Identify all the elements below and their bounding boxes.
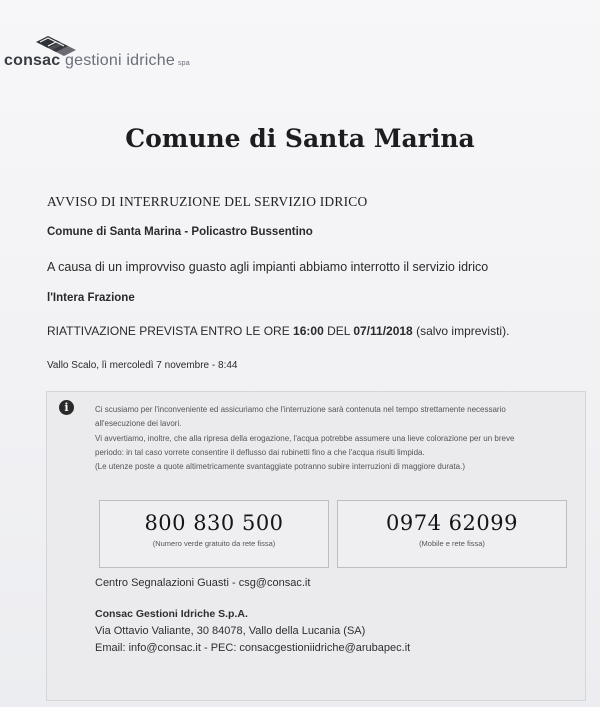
logo-wordmark [4,52,190,70]
affected-area: l'Intera Frazione [47,292,135,304]
logo-name: gestioni idriche [65,52,175,69]
phone-number: 0974 62099 [386,511,518,535]
info-box [46,391,586,701]
company-address: Via Ottavio Valiante, 30 84078, Vallo della Lucania (SA) [95,625,366,637]
cause-line: A causa di un improvviso guasto agli impianti abbiamo interrotto il servizio idrico [47,260,489,274]
phone-caption: (Mobile e rete fissa) [419,539,485,548]
restore-date: 07/11/2018 [353,324,413,338]
restore-time: 16:00 [293,324,324,338]
company-contacts: Email: info@consac.it - PEC: consacgestioniidriche@arubapec.it [95,642,411,654]
company-logo [4,34,264,74]
info-line: (Le utenze poste a quote altimetricamente svantaggiate potranno subire interruzioni di maggiore durata.) [95,462,465,471]
info-icon: i [59,400,74,415]
location-line: Comune di Santa Marina - Policastro Bussentino [47,226,313,238]
dateline: Vallo Scalo, lì mercoledì 7 novembre - 8:44 [47,360,238,371]
logo-brand: consac [4,52,61,69]
logo-suffix: spa [177,60,190,67]
restore-line [47,324,509,338]
toll-free-number: 800 830 500 [144,511,284,535]
toll-free-number-box [99,500,329,568]
restore-suffix: (salvo imprevisti). [412,324,510,338]
restore-prefix: RIATTIVAZIONE PREVISTA ENTRO LE ORE [47,324,294,338]
restore-middle: DEL [323,324,354,338]
toll-free-caption: (Numero verde gratuito da rete fissa) [152,539,276,548]
info-line: all'esecuzione dei lavori. [95,419,182,428]
info-line: Vi avvertiamo, inoltre, che alla ripresa della erogazione, l'acqua potrebbe assumere una lieve colorazione per un breve [95,434,515,443]
info-line: periodo: in tal caso vorrete consentire il deflusso dai rubinetti fino a che l'acqua risulti limpida. [95,448,425,457]
report-center: Centro Segnalazioni Guasti - csg@consac.it [95,577,311,589]
phone-number-box [337,500,567,568]
company-name: Consac Gestioni Idriche S.p.A. [95,608,248,620]
notice-heading: AVVISO DI INTERRUZIONE DEL SERVIZIO IDRICO [47,194,368,209]
info-line: Ci scusiamo per l'inconveniente ed assicuriamo che l'interruzione sarà contenuta nel tempo strettamente necessario [95,405,506,414]
page-title: Comune di Santa Marina [125,124,475,153]
